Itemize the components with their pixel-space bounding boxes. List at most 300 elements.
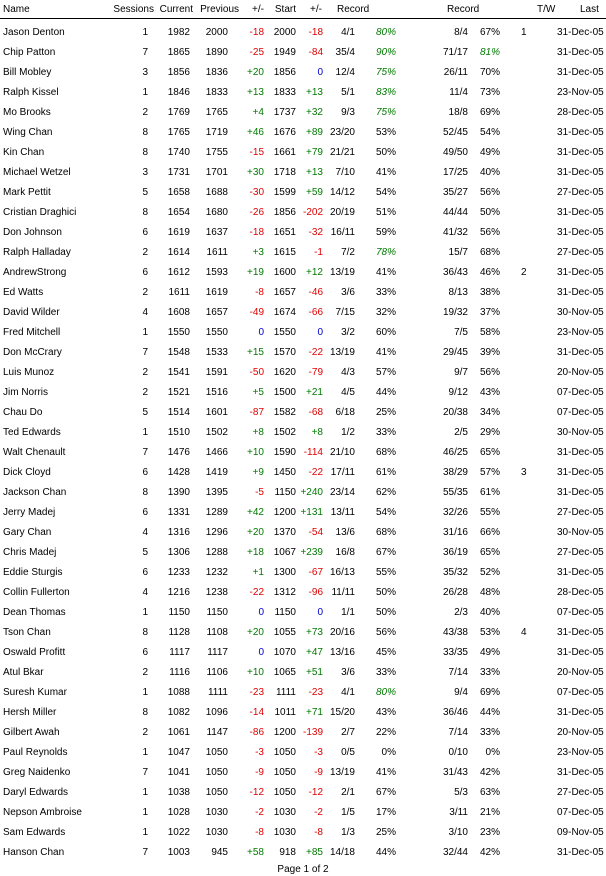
table-row <box>0 704 606 724</box>
cell-previous: 1111 <box>207 687 228 698</box>
cell-previous: 1030 <box>205 827 228 838</box>
table-row <box>0 144 606 164</box>
cell-name: Ralph Kissel <box>3 87 59 98</box>
header-previous: Previous <box>200 4 239 15</box>
cell-rec2: 0/10 <box>448 747 468 758</box>
cell-rec2: 17/25 <box>442 167 468 178</box>
cell-pct1: 41% <box>375 767 396 778</box>
cell-previous: 1150 <box>206 607 228 618</box>
cell-diff2: +79 <box>306 147 323 158</box>
cell-name: Chip Patton <box>3 47 56 58</box>
cell-diff2: +13 <box>306 167 323 178</box>
cell-name: Don Johnson <box>3 227 62 238</box>
cell-diff1: -18 <box>249 27 264 38</box>
cell-last: 23-Nov-05 <box>557 747 604 758</box>
cell-rec1: 4/1 <box>341 687 355 698</box>
cell-rec2: 52/45 <box>442 127 468 138</box>
table-row <box>0 544 606 564</box>
cell-diff2: +32 <box>306 107 323 118</box>
table-row <box>0 104 606 124</box>
cell-pct1: 67% <box>375 547 396 558</box>
cell-pct1: 80% <box>375 687 396 698</box>
cell-sessions: 6 <box>142 467 148 478</box>
header-record-session: Record <box>337 4 370 15</box>
cell-sessions: 2 <box>142 287 148 298</box>
cell-sessions: 1 <box>142 747 148 758</box>
cell-rec1: 1/2 <box>341 427 355 438</box>
cell-pct2: 40% <box>479 167 500 178</box>
cell-rec1: 3/6 <box>341 287 355 298</box>
cell-last: 30-Nov-05 <box>557 527 604 538</box>
cell-rec2: 35/32 <box>442 567 468 578</box>
cell-last: 31-Dec-05 <box>557 627 604 638</box>
cell-diff1: -9 <box>255 767 264 778</box>
cell-rec2: 43/38 <box>442 627 468 638</box>
cell-rec2: 18/8 <box>448 107 468 118</box>
cell-name: Nepson Ambroise <box>3 807 82 818</box>
cell-previous: 1050 <box>205 767 228 778</box>
cell-name: Mark Pettit <box>3 187 51 198</box>
cell-rec1: 15/20 <box>329 707 355 718</box>
cell-current: 1541 <box>167 367 190 378</box>
cell-pct1: 68% <box>375 527 396 538</box>
cell-rec1: 4/3 <box>341 367 355 378</box>
cell-current: 1390 <box>167 487 190 498</box>
cell-pct1: 0% <box>381 747 396 758</box>
cell-name: Tson Chan <box>3 627 51 638</box>
cell-pct1: 68% <box>375 447 396 458</box>
cell-start: 1067 <box>273 547 296 558</box>
cell-name: Jackson Chan <box>3 487 67 498</box>
cell-current: 1047 <box>167 747 190 758</box>
cell-rec2: 7/14 <box>448 727 468 738</box>
cell-name: Wing Chan <box>3 127 53 138</box>
cell-current: 1550 <box>167 327 190 338</box>
cell-sessions: 4 <box>142 527 148 538</box>
cell-pct1: 45% <box>375 647 396 658</box>
cell-sessions: 2 <box>142 667 148 678</box>
cell-diff2: -22 <box>308 467 323 478</box>
table-row <box>0 644 606 664</box>
cell-rec2: 2/3 <box>454 607 468 618</box>
cell-diff1: -18 <box>249 227 264 238</box>
cell-sessions: 2 <box>142 247 148 258</box>
cell-start: 1651 <box>273 227 296 238</box>
cell-sessions: 2 <box>142 367 148 378</box>
cell-name: Cristian Draghici <box>3 207 77 218</box>
cell-sessions: 7 <box>142 447 148 458</box>
table-row <box>0 424 606 444</box>
cell-current: 1614 <box>167 247 190 258</box>
cell-previous: 1833 <box>205 87 228 98</box>
cell-last: 23-Nov-05 <box>557 327 604 338</box>
cell-last: 31-Dec-05 <box>557 127 604 138</box>
cell-diff1: +58 <box>247 847 264 858</box>
cell-start: 1833 <box>273 87 296 98</box>
cell-last: 23-Nov-05 <box>557 87 604 98</box>
table-row <box>0 584 606 604</box>
cell-rec1: 13/19 <box>329 767 355 778</box>
cell-last: 31-Dec-05 <box>557 287 604 298</box>
cell-diff2: -22 <box>308 347 323 358</box>
table-row <box>0 444 606 464</box>
cell-start: 1620 <box>273 367 296 378</box>
cell-rec1: 20/16 <box>329 627 355 638</box>
cell-diff2: -32 <box>308 227 323 238</box>
cell-start: 1065 <box>273 667 296 678</box>
header-sessions: Sessions <box>113 4 154 15</box>
table-row <box>0 84 606 104</box>
cell-current: 1028 <box>167 807 190 818</box>
cell-name: Ted Edwards <box>3 427 61 438</box>
table-row <box>0 604 606 624</box>
cell-pct2: 21% <box>479 807 500 818</box>
cell-previous: 1890 <box>205 47 228 58</box>
cell-previous: 1619 <box>205 287 228 298</box>
cell-rec2: 36/43 <box>442 267 468 278</box>
cell-diff1: +1 <box>252 567 264 578</box>
cell-pct1: 22% <box>375 727 396 738</box>
cell-pct2: 65% <box>479 547 500 558</box>
cell-previous: 1108 <box>206 627 228 638</box>
cell-start: 1150 <box>274 487 296 498</box>
cell-pct1: 33% <box>375 667 396 678</box>
cell-previous: 2000 <box>205 27 228 38</box>
cell-sessions: 4 <box>142 307 148 318</box>
cell-diff1: +18 <box>247 547 264 558</box>
cell-name: Eddie Sturgis <box>3 567 63 578</box>
cell-diff1: -8 <box>255 287 264 298</box>
cell-diff1: +13 <box>247 87 264 98</box>
cell-diff2: -3 <box>314 747 323 758</box>
cell-pct2: 33% <box>479 667 500 678</box>
cell-diff1: +20 <box>247 627 264 638</box>
table-row <box>0 164 606 184</box>
cell-diff1: +10 <box>247 447 264 458</box>
cell-pct2: 40% <box>479 607 500 618</box>
cell-sessions: 7 <box>142 47 148 58</box>
cell-pct2: 34% <box>479 407 500 418</box>
cell-last: 27-Dec-05 <box>557 187 604 198</box>
cell-last: 20-Nov-05 <box>557 367 604 378</box>
cell-rec2: 44/44 <box>442 207 468 218</box>
cell-sessions: 5 <box>142 187 148 198</box>
cell-rec1: 1/3 <box>341 827 355 838</box>
cell-diff1: -12 <box>249 787 264 798</box>
cell-pct2: 44% <box>479 707 500 718</box>
cell-rec1: 16/11 <box>330 227 355 238</box>
cell-current: 1331 <box>167 507 190 518</box>
cell-rec2: 31/16 <box>442 527 468 538</box>
cell-current: 1611 <box>168 287 190 298</box>
cell-current: 1116 <box>169 667 190 678</box>
cell-diff1: 0 <box>258 327 264 338</box>
cell-start: 1615 <box>273 247 296 258</box>
cell-sessions: 6 <box>142 647 148 658</box>
table-row <box>0 824 606 844</box>
cell-start: 1500 <box>273 387 296 398</box>
cell-rec1: 14/12 <box>329 187 355 198</box>
cell-name: Jerry Madej <box>3 507 56 518</box>
cell-diff2: -79 <box>308 367 323 378</box>
cell-name: Bill Mobley <box>3 67 52 78</box>
cell-last: 31-Dec-05 <box>557 227 604 238</box>
cell-start: 1674 <box>273 307 296 318</box>
cell-name: Sam Edwards <box>3 827 66 838</box>
cell-last: 31-Dec-05 <box>557 847 604 858</box>
cell-pct2: 49% <box>479 147 500 158</box>
cell-rec1: 4/1 <box>341 27 355 38</box>
cell-current: 1769 <box>167 107 190 118</box>
cell-current: 1608 <box>167 307 190 318</box>
cell-pct1: 33% <box>375 287 396 298</box>
cell-pct1: 75% <box>375 107 396 118</box>
cell-last: 31-Dec-05 <box>557 67 604 78</box>
cell-previous: 1147 <box>206 727 228 738</box>
table-row <box>0 524 606 544</box>
cell-pct1: 80% <box>375 27 396 38</box>
cell-diff2: +8 <box>311 427 323 438</box>
table-row <box>0 504 606 524</box>
cell-previous: 1030 <box>205 807 228 818</box>
table-row <box>0 624 606 644</box>
cell-start: 1450 <box>273 467 296 478</box>
cell-start: 1856 <box>273 67 296 78</box>
cell-name: David Wilder <box>3 307 60 318</box>
cell-sessions: 5 <box>142 547 148 558</box>
cell-previous: 1688 <box>205 187 228 198</box>
header-tw: T/W <box>537 4 556 15</box>
cell-name: Dick Cloyd <box>3 467 51 478</box>
cell-pct2: 39% <box>479 347 500 358</box>
cell-start: 1150 <box>274 607 296 618</box>
cell-current: 1982 <box>167 27 190 38</box>
header-diff-start: +/- <box>310 4 322 15</box>
cell-last: 31-Dec-05 <box>557 347 604 358</box>
cell-start: 1718 <box>273 167 296 178</box>
cell-current: 1476 <box>167 447 190 458</box>
cell-diff2: -66 <box>308 307 323 318</box>
cell-current: 1731 <box>167 167 190 178</box>
cell-sessions: 6 <box>142 267 148 278</box>
cell-name: Daryl Edwards <box>3 787 69 798</box>
cell-start: 1600 <box>273 267 296 278</box>
table-row <box>0 664 606 684</box>
cell-diff2: -18 <box>308 27 323 38</box>
cell-sessions: 1 <box>142 87 148 98</box>
cell-pct2: 81% <box>479 47 500 58</box>
table-row <box>0 404 606 424</box>
cell-start: 1300 <box>273 567 296 578</box>
cell-current: 1316 <box>167 527 190 538</box>
cell-current: 1740 <box>167 147 190 158</box>
cell-start: 1055 <box>273 627 296 638</box>
cell-previous: 1550 <box>205 327 228 338</box>
cell-diff1: -22 <box>249 587 264 598</box>
cell-rec1: 20/19 <box>329 207 355 218</box>
cell-sessions: 8 <box>142 127 148 138</box>
cell-previous: 1238 <box>205 587 228 598</box>
cell-rec1: 13/11 <box>330 507 355 518</box>
cell-current: 1521 <box>167 387 190 398</box>
cell-previous: 1611 <box>206 247 228 258</box>
cell-rec2: 33/35 <box>442 647 468 658</box>
cell-rec2: 31/43 <box>442 767 468 778</box>
cell-diff2: -1 <box>314 247 323 258</box>
cell-rec1: 6/18 <box>335 407 355 418</box>
cell-start: 1502 <box>273 427 296 438</box>
cell-diff2: +12 <box>306 267 323 278</box>
cell-start: 1200 <box>273 507 296 518</box>
cell-sessions: 6 <box>142 567 148 578</box>
cell-rec2: 38/29 <box>442 467 468 478</box>
cell-previous: 1533 <box>205 347 228 358</box>
cell-diff1: -23 <box>249 687 264 698</box>
table-row <box>0 284 606 304</box>
cell-start: 1370 <box>273 527 296 538</box>
cell-rec1: 2/7 <box>341 727 355 738</box>
table-row <box>0 484 606 504</box>
cell-previous: 1106 <box>206 667 228 678</box>
cell-diff2: +59 <box>306 187 323 198</box>
cell-sessions: 7 <box>142 767 148 778</box>
cell-pct2: 69% <box>479 687 500 698</box>
cell-diff1: -3 <box>255 747 264 758</box>
table-row <box>0 684 606 704</box>
cell-rec1: 9/3 <box>341 107 355 118</box>
cell-start: 1570 <box>273 347 296 358</box>
cell-diff1: -14 <box>249 707 264 718</box>
table-row <box>0 804 606 824</box>
cell-current: 1514 <box>167 407 190 418</box>
cell-name: Walt Chenault <box>3 447 66 458</box>
cell-diff2: +240 <box>300 487 323 498</box>
cell-diff1: -30 <box>249 187 264 198</box>
cell-start: 1050 <box>273 747 296 758</box>
cell-diff2: +47 <box>306 647 323 658</box>
cell-diff2: +131 <box>300 507 323 518</box>
cell-rec1: 3/2 <box>341 327 355 338</box>
cell-name: Jim Norris <box>3 387 48 398</box>
cell-rec1: 16/8 <box>335 547 355 558</box>
cell-name: Luis Munoz <box>3 367 55 378</box>
cell-name: Greg Naidenko <box>3 767 71 778</box>
cell-start: 1856 <box>273 207 296 218</box>
cell-diff2: +239 <box>300 547 323 558</box>
cell-start: 1590 <box>273 447 296 458</box>
cell-current: 1038 <box>167 787 190 798</box>
cell-sessions: 2 <box>142 107 148 118</box>
cell-diff2: -68 <box>308 407 323 418</box>
cell-pct2: 69% <box>479 107 500 118</box>
cell-sessions: 3 <box>142 167 148 178</box>
cell-current: 1510 <box>167 427 190 438</box>
cell-tw: 3 <box>521 467 527 478</box>
cell-last: 31-Dec-05 <box>557 207 604 218</box>
cell-name: Ralph Halladay <box>3 247 71 258</box>
cell-pct2: 37% <box>479 307 500 318</box>
cell-last: 31-Dec-05 <box>557 147 604 158</box>
cell-diff1: +20 <box>247 67 264 78</box>
cell-last: 09-Nov-05 <box>557 827 604 838</box>
cell-rec1: 23/20 <box>329 127 355 138</box>
cell-last: 27-Dec-05 <box>557 507 604 518</box>
cell-previous: 1601 <box>205 407 228 418</box>
cell-name: Mo Brooks <box>3 107 51 118</box>
cell-pct2: 33% <box>479 727 500 738</box>
cell-diff2: -96 <box>308 587 323 598</box>
cell-current: 1856 <box>167 67 190 78</box>
cell-pct2: 63% <box>479 787 500 798</box>
cell-pct2: 43% <box>479 387 500 398</box>
cell-last: 07-Dec-05 <box>557 387 604 398</box>
cell-pct1: 33% <box>375 427 396 438</box>
cell-current: 1082 <box>167 707 190 718</box>
cell-current: 1865 <box>167 47 190 58</box>
cell-pct1: 32% <box>375 307 396 318</box>
header-diff-previous: +/- <box>252 4 264 15</box>
cell-pct2: 66% <box>479 527 500 538</box>
cell-diff2: 0 <box>317 327 323 338</box>
cell-rec1: 35/4 <box>335 47 355 58</box>
cell-current: 1658 <box>167 187 190 198</box>
cell-name: Jason Denton <box>3 27 65 38</box>
cell-previous: 945 <box>211 847 228 858</box>
cell-diff1: +19 <box>247 267 264 278</box>
cell-diff1: +9 <box>252 467 264 478</box>
cell-pct1: 60% <box>375 327 396 338</box>
cell-previous: 1288 <box>205 547 228 558</box>
cell-pct1: 51% <box>375 207 396 218</box>
cell-diff1: -8 <box>255 827 264 838</box>
cell-last: 28-Dec-05 <box>557 587 604 598</box>
cell-last: 31-Dec-05 <box>557 267 604 278</box>
table-row <box>0 344 606 364</box>
cell-name: Don McCrary <box>3 347 62 358</box>
cell-sessions: 1 <box>142 827 148 838</box>
cell-previous: 1591 <box>205 367 228 378</box>
cell-pct2: 67% <box>479 27 500 38</box>
cell-diff1: +42 <box>247 507 264 518</box>
header-name: Name <box>3 4 30 15</box>
cell-rec2: 32/44 <box>442 847 468 858</box>
cell-pct2: 57% <box>479 467 500 478</box>
cell-pct1: 25% <box>375 827 396 838</box>
cell-rec2: 36/46 <box>442 707 468 718</box>
cell-last: 28-Dec-05 <box>557 107 604 118</box>
cell-diff1: -50 <box>249 367 264 378</box>
cell-tw: 4 <box>521 627 527 638</box>
cell-tw: 1 <box>521 27 527 38</box>
cell-diff1: 0 <box>258 647 264 658</box>
cell-rec2: 71/17 <box>442 47 468 58</box>
table-row <box>0 184 606 204</box>
cell-rec2: 49/50 <box>442 147 468 158</box>
cell-diff1: -5 <box>255 487 264 498</box>
cell-rec2: 8/13 <box>448 287 468 298</box>
cell-pct1: 62% <box>375 487 396 498</box>
cell-name: Fred Mitchell <box>3 327 61 338</box>
cell-pct2: 29% <box>479 427 500 438</box>
cell-rec1: 23/14 <box>329 487 355 498</box>
cell-sessions: 1 <box>142 327 148 338</box>
cell-sessions: 8 <box>142 707 148 718</box>
cell-diff2: +85 <box>306 847 323 858</box>
cell-pct1: 57% <box>375 367 396 378</box>
cell-rec1: 21/21 <box>329 147 355 158</box>
cell-pct1: 43% <box>375 707 396 718</box>
cell-pct1: 53% <box>375 127 396 138</box>
